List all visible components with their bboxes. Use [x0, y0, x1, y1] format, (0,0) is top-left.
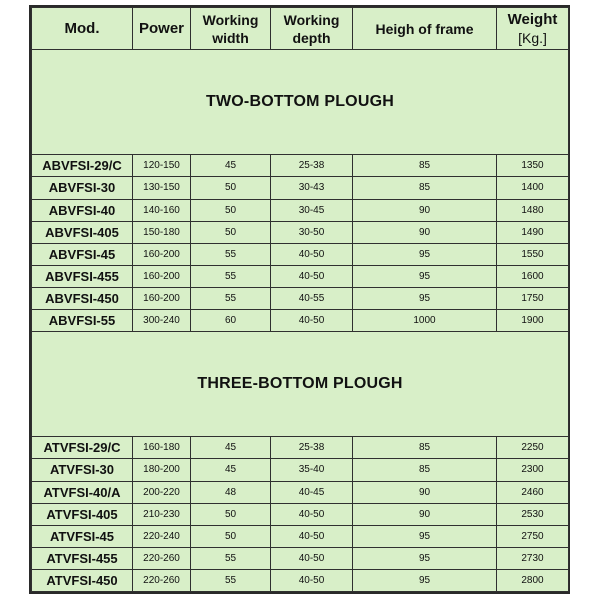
cell-width: 48	[191, 481, 271, 503]
cell-weight: 2730	[497, 547, 569, 569]
table-row	[32, 503, 569, 525]
cell-model: ATVFSI-455	[32, 547, 133, 569]
cell-depth: 40-45	[271, 481, 353, 503]
cell-width: 50	[191, 221, 271, 243]
cell-weight: 2530	[497, 503, 569, 525]
cell-weight: 2460	[497, 481, 569, 503]
cell-power: 180-200	[133, 459, 191, 481]
table-row	[32, 155, 569, 177]
cell-width: 50	[191, 503, 271, 525]
cell-width: 45	[191, 155, 271, 177]
cell-weight: 1350	[497, 155, 569, 177]
cell-depth: 40-50	[271, 569, 353, 591]
header-model: Mod.	[32, 8, 133, 50]
table-row	[32, 525, 569, 547]
table-row	[32, 243, 569, 265]
cell-frame: 85	[353, 155, 497, 177]
cell-frame: 85	[353, 437, 497, 459]
cell-power: 140-160	[133, 199, 191, 221]
table-row	[32, 309, 569, 331]
cell-power: 130-150	[133, 177, 191, 199]
cell-weight: 2250	[497, 437, 569, 459]
cell-weight: 1490	[497, 221, 569, 243]
table-row	[32, 265, 569, 287]
cell-power: 210-230	[133, 503, 191, 525]
table-row	[32, 177, 569, 199]
cell-depth: 30-45	[271, 199, 353, 221]
plough-spec-table	[31, 7, 569, 592]
cell-frame: 95	[353, 569, 497, 591]
cell-model: ABVFSI-455	[32, 265, 133, 287]
cell-weight: 1480	[497, 199, 569, 221]
table-body	[32, 50, 569, 592]
cell-model: ABVFSI-40	[32, 199, 133, 221]
cell-width: 50	[191, 199, 271, 221]
cell-width: 50	[191, 177, 271, 199]
cell-depth: 40-50	[271, 265, 353, 287]
cell-model: ABVFSI-450	[32, 287, 133, 309]
cell-frame: 95	[353, 287, 497, 309]
table-row	[32, 221, 569, 243]
cell-depth: 35-40	[271, 459, 353, 481]
cell-weight: 1750	[497, 287, 569, 309]
cell-model: ABVFSI-30	[32, 177, 133, 199]
cell-frame: 90	[353, 199, 497, 221]
cell-weight: 1550	[497, 243, 569, 265]
cell-depth: 40-50	[271, 547, 353, 569]
cell-width: 55	[191, 287, 271, 309]
cell-model: ABVFSI-45	[32, 243, 133, 265]
cell-model: ABVFSI-55	[32, 309, 133, 331]
cell-power: 220-240	[133, 525, 191, 547]
cell-depth: 40-50	[271, 243, 353, 265]
header-row	[32, 8, 569, 50]
cell-power: 300-240	[133, 309, 191, 331]
cell-model: ABVFSI-405	[32, 221, 133, 243]
cell-frame: 85	[353, 459, 497, 481]
cell-power: 220-260	[133, 547, 191, 569]
cell-width: 45	[191, 437, 271, 459]
cell-depth: 40-50	[271, 525, 353, 547]
table-row	[32, 437, 569, 459]
cell-depth: 25-38	[271, 155, 353, 177]
section-row	[32, 332, 569, 437]
section-title: THREE-BOTTOM PLOUGH	[32, 332, 569, 437]
header-power: Power	[133, 8, 191, 50]
cell-depth: 40-50	[271, 503, 353, 525]
cell-depth: 30-50	[271, 221, 353, 243]
cell-depth: 30-43	[271, 177, 353, 199]
cell-depth: 40-55	[271, 287, 353, 309]
cell-frame: 90	[353, 481, 497, 503]
cell-weight: 2300	[497, 459, 569, 481]
cell-power: 120-150	[133, 155, 191, 177]
cell-frame: 95	[353, 525, 497, 547]
cell-model: ATVFSI-450	[32, 569, 133, 591]
cell-power: 200-220	[133, 481, 191, 503]
cell-width: 55	[191, 547, 271, 569]
cell-power: 220-260	[133, 569, 191, 591]
cell-width: 55	[191, 569, 271, 591]
cell-weight: 1900	[497, 309, 569, 331]
cell-power: 160-200	[133, 243, 191, 265]
cell-width: 45	[191, 459, 271, 481]
section-title: TWO-BOTTOM PLOUGH	[32, 50, 569, 155]
cell-model: ATVFSI-29/C	[32, 437, 133, 459]
table-row	[32, 569, 569, 591]
cell-frame: 1000	[353, 309, 497, 331]
cell-power: 160-180	[133, 437, 191, 459]
cell-power: 150-180	[133, 221, 191, 243]
cell-model: ATVFSI-405	[32, 503, 133, 525]
cell-frame: 95	[353, 265, 497, 287]
cell-width: 55	[191, 265, 271, 287]
cell-power: 160-200	[133, 265, 191, 287]
table-row	[32, 199, 569, 221]
cell-model: ATVFSI-40/A	[32, 481, 133, 503]
cell-frame: 95	[353, 547, 497, 569]
header-weight: Weight [Kg.]	[497, 8, 569, 50]
cell-frame: 95	[353, 243, 497, 265]
table-row	[32, 547, 569, 569]
table-row	[32, 481, 569, 503]
cell-depth: 25-38	[271, 437, 353, 459]
table-row	[32, 287, 569, 309]
cell-weight: 1600	[497, 265, 569, 287]
header-working-depth: Working depth	[271, 8, 353, 50]
cell-frame: 85	[353, 177, 497, 199]
cell-weight: 2800	[497, 569, 569, 591]
cell-model: ATVFSI-30	[32, 459, 133, 481]
header-frame-height: Heigh of frame	[353, 8, 497, 50]
cell-model: ATVFSI-45	[32, 525, 133, 547]
cell-weight: 1400	[497, 177, 569, 199]
cell-model: ABVFSI-29/C	[32, 155, 133, 177]
cell-power: 160-200	[133, 287, 191, 309]
cell-depth: 40-50	[271, 309, 353, 331]
cell-width: 50	[191, 525, 271, 547]
cell-weight: 2750	[497, 525, 569, 547]
cell-frame: 90	[353, 221, 497, 243]
cell-width: 55	[191, 243, 271, 265]
header-working-width: Working width	[191, 8, 271, 50]
cell-width: 60	[191, 309, 271, 331]
cell-frame: 90	[353, 503, 497, 525]
table-row	[32, 459, 569, 481]
section-row	[32, 50, 569, 155]
